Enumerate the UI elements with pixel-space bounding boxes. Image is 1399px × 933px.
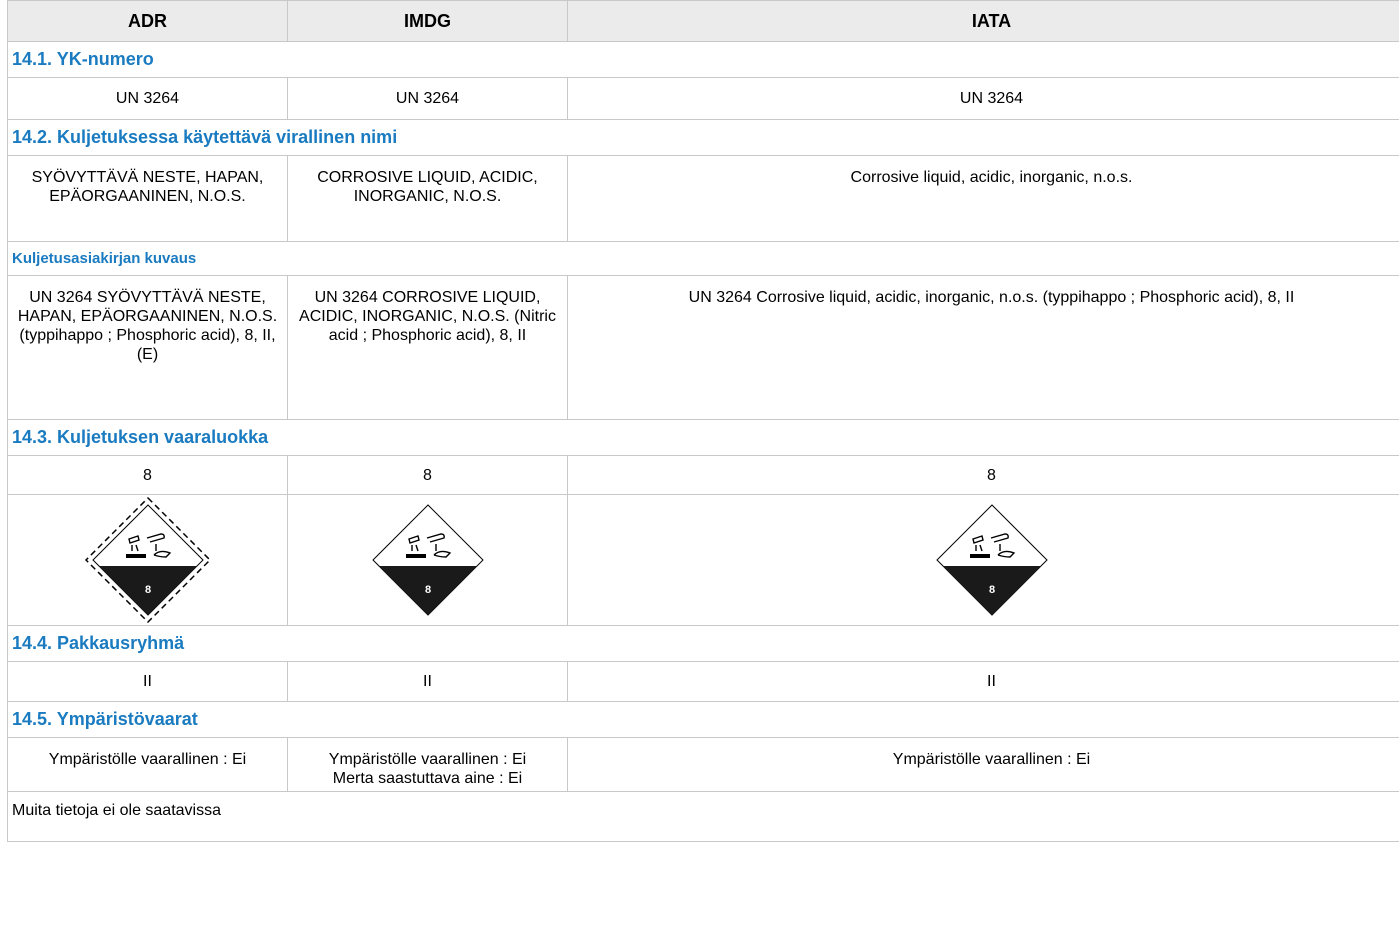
imdg-packing-group: II [288, 662, 568, 702]
adr-packing-group: II [8, 662, 288, 702]
row-footer [8, 792, 1399, 842]
header-imdg: IMDG [288, 1, 568, 42]
section-packing-group [8, 626, 1399, 662]
section-un-number [8, 42, 1399, 78]
section-environment [8, 702, 1399, 738]
footer-note: Muita tietoja ei ole saatavissa [8, 792, 1399, 842]
iata-hazard-class: 8 [568, 456, 1399, 495]
iata-label-cell [568, 495, 1399, 626]
adr-label-number: 8 [144, 584, 151, 596]
iata-label-number: 8 [988, 584, 995, 596]
adr-hazard-class: 8 [8, 456, 288, 495]
section-title-packing-group: 14.4. Pakkausryhmä [8, 626, 1399, 662]
adr-shipping-name: SYÖVYTTÄVÄ NESTE, HAPAN, EPÄORGAANINEN, N.O.S. [8, 156, 288, 242]
section-transport-doc [8, 242, 1399, 276]
row-environment [8, 738, 1399, 792]
corrosive-label-icon [932, 500, 1052, 620]
section-title-shipping-name: 14.2. Kuljetuksessa käytettävä virallinen nimi [8, 120, 1399, 156]
imdg-environment [288, 738, 568, 792]
iata-environment: Ympäristölle vaarallinen : Ei [568, 738, 1399, 792]
section-title-hazard-class: 14.3. Kuljetuksen vaaraluokka [8, 420, 1399, 456]
section-shipping-name [8, 120, 1399, 156]
imdg-un-number: UN 3264 [288, 78, 568, 120]
adr-environment: Ympäristölle vaarallinen : Ei [8, 738, 288, 792]
section-title-transport-doc: Kuljetusasiakirjan kuvaus [8, 242, 1399, 276]
header-adr: ADR [8, 1, 288, 42]
imdg-shipping-name: CORROSIVE LIQUID, ACIDIC, INORGANIC, N.O.S. [288, 156, 568, 242]
corrosive-label-icon [368, 500, 488, 620]
adr-transport-doc: UN 3264 SYÖVYTTÄVÄ NESTE, HAPAN, EPÄORGAANINEN, N.O.S. (typpihappo ; Phosphoric acid), 8, II, (E) [8, 276, 288, 420]
adr-un-number: UN 3264 [8, 78, 288, 120]
imdg-label-number: 8 [424, 584, 431, 596]
section-hazard-class [8, 420, 1399, 456]
row-packing-group [8, 662, 1399, 702]
iata-packing-group: II [568, 662, 1399, 702]
imdg-hazard-class: 8 [288, 456, 568, 495]
iata-transport-doc: UN 3264 Corrosive liquid, acidic, inorganic, n.o.s. (typpihappo ; Phosphoric acid), 8, II [568, 276, 1399, 420]
imdg-environment-line1: Ympäristölle vaarallinen : Ei [328, 751, 527, 768]
corrosive-dashed-label-icon [83, 495, 213, 625]
iata-shipping-name: Corrosive liquid, acidic, inorganic, n.o.s. [568, 156, 1399, 242]
iata-un-number: UN 3264 [568, 78, 1399, 120]
header-iata: IATA [568, 1, 1399, 42]
row-hazard-class [8, 456, 1399, 495]
row-un-number [8, 78, 1399, 120]
row-hazard-labels [8, 495, 1399, 626]
section-title-un-number: 14.1. YK-numero [8, 42, 1399, 78]
header-row [8, 1, 1399, 42]
imdg-environment-line2: Merta saastuttava aine : Ei [332, 770, 523, 787]
adr-label-cell [8, 495, 288, 626]
imdg-transport-doc: UN 3264 CORROSIVE LIQUID, ACIDIC, INORGANIC, N.O.S. (Nitric acid ; Phosphoric acid), 8, II [288, 276, 568, 420]
row-transport-doc [8, 276, 1399, 420]
section-title-environment: 14.5. Ympäristövaarat [8, 702, 1399, 738]
row-shipping-name [8, 156, 1399, 242]
transport-info-table [7, 0, 1399, 842]
imdg-label-cell [288, 495, 568, 626]
